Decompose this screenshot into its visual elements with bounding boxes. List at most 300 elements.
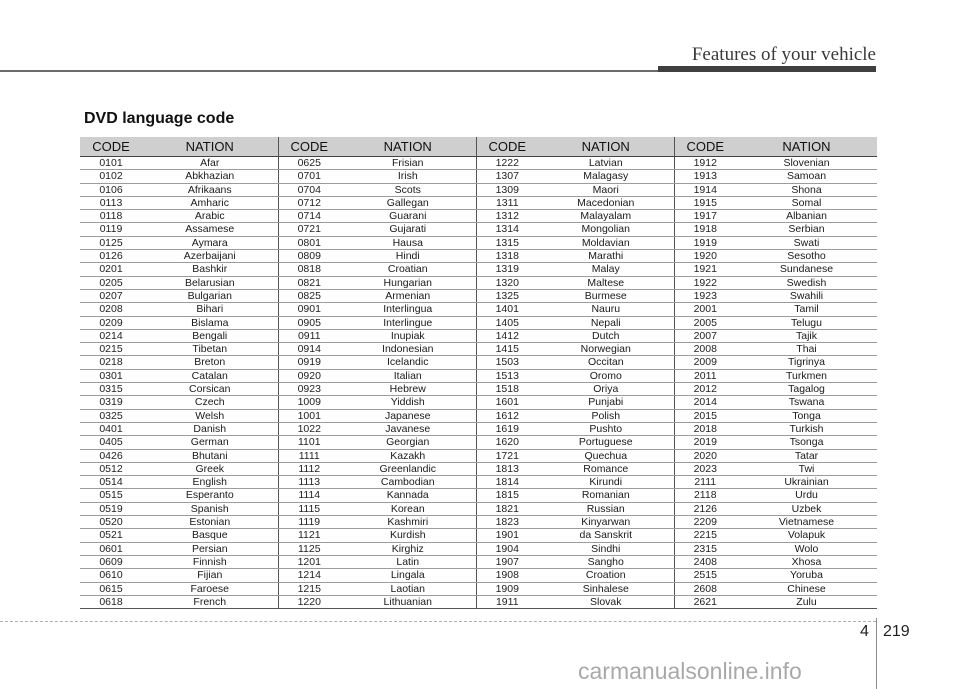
language-code-cell: 1913	[674, 170, 736, 183]
language-name-cell: Interlingua	[340, 303, 476, 316]
language-name-cell: Malagasy	[538, 170, 674, 183]
language-name-cell: Romanian	[538, 489, 674, 502]
language-code-cell: 2111	[674, 476, 736, 489]
language-name-cell: Fijian	[142, 569, 278, 582]
language-code-cell: 0721	[278, 223, 340, 236]
language-code-cell: 1915	[674, 196, 736, 209]
language-name-cell: Nauru	[538, 303, 674, 316]
table-row	[80, 289, 877, 302]
language-name-cell: Twi	[736, 462, 877, 475]
language-name-cell: Macedonian	[538, 196, 674, 209]
language-code-cell: 1315	[476, 236, 538, 249]
language-code-table	[80, 137, 877, 609]
language-name-cell: Tonga	[736, 409, 877, 422]
language-code-cell: 0301	[80, 369, 142, 382]
language-code-cell: 2023	[674, 462, 736, 475]
language-code-cell: 2515	[674, 569, 736, 582]
language-name-cell: Breton	[142, 356, 278, 369]
language-code-cell: 1401	[476, 303, 538, 316]
language-code-cell: 1121	[278, 529, 340, 542]
table-row	[80, 569, 877, 582]
language-code-cell: 1318	[476, 250, 538, 263]
language-name-cell: Armenian	[340, 289, 476, 302]
table-row	[80, 502, 877, 515]
language-name-cell: Serbian	[736, 223, 877, 236]
language-name-cell: Afrikaans	[142, 183, 278, 196]
language-name-cell: Wolo	[736, 542, 877, 555]
language-code-cell: 1405	[476, 316, 538, 329]
language-code-cell: 2009	[674, 356, 736, 369]
language-code-cell: 0610	[80, 569, 142, 582]
language-code-cell: 1601	[476, 396, 538, 409]
language-name-cell: Turkmen	[736, 369, 877, 382]
language-code-cell: 0625	[278, 157, 340, 170]
table-row	[80, 356, 877, 369]
language-name-cell: Corsican	[142, 383, 278, 396]
language-name-cell: Arabic	[142, 210, 278, 223]
language-name-cell: Japanese	[340, 409, 476, 422]
language-name-cell: Faroese	[142, 582, 278, 595]
language-name-cell: Maltese	[538, 276, 674, 289]
language-name-cell: Pushto	[538, 422, 674, 435]
language-name-cell: Samoan	[736, 170, 877, 183]
language-name-cell: Tatar	[736, 449, 877, 462]
language-name-cell: Javanese	[340, 422, 476, 435]
language-code-cell: 0119	[80, 223, 142, 236]
language-name-cell: Basque	[142, 529, 278, 542]
language-code-cell: 1823	[476, 516, 538, 529]
language-code-cell: 2015	[674, 409, 736, 422]
language-code-cell: 0102	[80, 170, 142, 183]
language-name-cell: Burmese	[538, 289, 674, 302]
language-name-cell: Latvian	[538, 157, 674, 170]
language-name-cell: Marathi	[538, 250, 674, 263]
language-code-cell: 1115	[278, 502, 340, 515]
language-code-cell: 1813	[476, 462, 538, 475]
language-name-cell: Scots	[340, 183, 476, 196]
language-code-cell: 2209	[674, 516, 736, 529]
language-name-cell: Portuguese	[538, 436, 674, 449]
language-name-cell: Tagalog	[736, 383, 877, 396]
language-code-cell: 0818	[278, 263, 340, 276]
language-code-cell: 1911	[476, 595, 538, 608]
language-code-cell: 0701	[278, 170, 340, 183]
language-name-cell: Indonesian	[340, 343, 476, 356]
language-code-cell: 0125	[80, 236, 142, 249]
language-name-cell: Hindi	[340, 250, 476, 263]
language-name-cell: Maori	[538, 183, 674, 196]
language-code-cell: 1721	[476, 449, 538, 462]
language-name-cell: Lithuanian	[340, 595, 476, 608]
language-code-cell: 0101	[80, 157, 142, 170]
language-code-cell: 0609	[80, 555, 142, 568]
language-name-cell: Belarusian	[142, 276, 278, 289]
language-name-cell: Croation	[538, 569, 674, 582]
language-name-cell: Thai	[736, 343, 877, 356]
language-code-cell: 1022	[278, 422, 340, 435]
language-code-cell: 0519	[80, 502, 142, 515]
column-header-nation: NATION	[142, 137, 278, 157]
language-code-cell: 0901	[278, 303, 340, 316]
language-name-cell: Afar	[142, 157, 278, 170]
language-name-cell: Irish	[340, 170, 476, 183]
section-title: DVD language code	[84, 110, 235, 127]
language-name-cell: Greek	[142, 462, 278, 475]
language-name-cell: Xhosa	[736, 555, 877, 568]
language-name-cell: Romance	[538, 462, 674, 475]
language-name-cell: Tsonga	[736, 436, 877, 449]
language-code-cell: 2608	[674, 582, 736, 595]
language-code-cell: 2020	[674, 449, 736, 462]
chapter-number: 4	[860, 623, 869, 640]
language-code-cell: 0601	[80, 542, 142, 555]
table-row	[80, 462, 877, 475]
language-name-cell: Inupiak	[340, 329, 476, 342]
language-code-cell: 0923	[278, 383, 340, 396]
language-code-cell: 1908	[476, 569, 538, 582]
language-code-cell: 0319	[80, 396, 142, 409]
language-name-cell: Bashkir	[142, 263, 278, 276]
language-name-cell: Frisian	[340, 157, 476, 170]
language-code-cell: 1307	[476, 170, 538, 183]
language-name-cell: Punjabi	[538, 396, 674, 409]
table-row	[80, 236, 877, 249]
language-name-cell: Kurdish	[340, 529, 476, 542]
language-name-cell: Yiddish	[340, 396, 476, 409]
language-code-cell: 0704	[278, 183, 340, 196]
language-code-cell: 0207	[80, 289, 142, 302]
language-name-cell: Georgian	[340, 436, 476, 449]
language-name-cell: Tswana	[736, 396, 877, 409]
page-separator	[876, 618, 877, 689]
language-name-cell: Oromo	[538, 369, 674, 382]
language-code-cell: 2118	[674, 489, 736, 502]
language-code-cell: 1923	[674, 289, 736, 302]
column-header-nation: NATION	[736, 137, 877, 157]
language-code-cell: 1904	[476, 542, 538, 555]
language-code-cell: 1620	[476, 436, 538, 449]
language-code-cell: 1919	[674, 236, 736, 249]
language-code-cell: 0615	[80, 582, 142, 595]
language-code-cell: 0113	[80, 196, 142, 209]
language-name-cell: Sinhalese	[538, 582, 674, 595]
language-name-cell: Kazakh	[340, 449, 476, 462]
language-name-cell: Tajik	[736, 329, 877, 342]
language-code-cell: 0821	[278, 276, 340, 289]
language-code-cell: 0106	[80, 183, 142, 196]
language-name-cell: Icelandic	[340, 356, 476, 369]
language-code-cell: 1814	[476, 476, 538, 489]
language-code-cell: 1918	[674, 223, 736, 236]
table-row	[80, 595, 877, 608]
language-code-cell: 0126	[80, 250, 142, 263]
table-row	[80, 170, 877, 183]
language-code-cell: 0218	[80, 356, 142, 369]
language-name-cell: Laotian	[340, 582, 476, 595]
language-name-cell: Malayalam	[538, 210, 674, 223]
language-name-cell: Kannada	[340, 489, 476, 502]
language-code-cell: 2014	[674, 396, 736, 409]
language-code-cell: 1214	[278, 569, 340, 582]
language-name-cell: Sindhi	[538, 542, 674, 555]
language-code-cell: 2019	[674, 436, 736, 449]
language-code-cell: 2621	[674, 595, 736, 608]
language-name-cell: Quechua	[538, 449, 674, 462]
language-code-cell: 1619	[476, 422, 538, 435]
language-code-cell: 2018	[674, 422, 736, 435]
table-row	[80, 582, 877, 595]
language-code-cell: 1125	[278, 542, 340, 555]
language-code-cell: 1101	[278, 436, 340, 449]
language-code-cell: 0515	[80, 489, 142, 502]
language-code-cell: 0514	[80, 476, 142, 489]
language-name-cell: Sundanese	[736, 263, 877, 276]
language-name-cell: Yoruba	[736, 569, 877, 582]
language-name-cell: Urdu	[736, 489, 877, 502]
table-header-row	[80, 137, 877, 157]
language-name-cell: Somal	[736, 196, 877, 209]
language-code-cell: 0520	[80, 516, 142, 529]
language-code-cell: 1412	[476, 329, 538, 342]
language-name-cell: Sangho	[538, 555, 674, 568]
table-row	[80, 529, 877, 542]
language-name-cell: Catalan	[142, 369, 278, 382]
language-code-cell: 0825	[278, 289, 340, 302]
table-row	[80, 329, 877, 342]
language-name-cell: Kirundi	[538, 476, 674, 489]
language-code-cell: 1320	[476, 276, 538, 289]
language-name-cell: Sesotho	[736, 250, 877, 263]
language-name-cell: German	[142, 436, 278, 449]
language-code-cell: 0801	[278, 236, 340, 249]
language-name-cell: Swati	[736, 236, 877, 249]
language-name-cell: Kashmiri	[340, 516, 476, 529]
language-code-cell: 0118	[80, 210, 142, 223]
language-name-cell: Vietnamese	[736, 516, 877, 529]
language-code-cell: 0208	[80, 303, 142, 316]
dashed-rule	[0, 621, 876, 622]
language-name-cell: Occitan	[538, 356, 674, 369]
language-code-cell: 1922	[674, 276, 736, 289]
table-row	[80, 555, 877, 568]
language-code-cell: 1001	[278, 409, 340, 422]
table-row	[80, 196, 877, 209]
language-name-cell: Chinese	[736, 582, 877, 595]
table-row	[80, 409, 877, 422]
language-name-cell: Swedish	[736, 276, 877, 289]
column-header-nation: NATION	[340, 137, 476, 157]
language-name-cell: Turkish	[736, 422, 877, 435]
language-code-cell: 1415	[476, 343, 538, 356]
language-name-cell: Hungarian	[340, 276, 476, 289]
language-name-cell: Tamil	[736, 303, 877, 316]
language-name-cell: Assamese	[142, 223, 278, 236]
language-name-cell: English	[142, 476, 278, 489]
language-code-cell: 1912	[674, 157, 736, 170]
language-name-cell: Estonian	[142, 516, 278, 529]
language-code-cell: 0315	[80, 383, 142, 396]
language-name-cell: Moldavian	[538, 236, 674, 249]
language-code-table-container	[80, 137, 877, 609]
language-name-cell: Bihari	[142, 303, 278, 316]
table-body	[80, 157, 877, 609]
language-name-cell: Uzbek	[736, 502, 877, 515]
language-code-cell: 0911	[278, 329, 340, 342]
language-code-cell: 0905	[278, 316, 340, 329]
column-header-nation: NATION	[538, 137, 674, 157]
language-code-cell: 1220	[278, 595, 340, 608]
language-name-cell: Bulgarian	[142, 289, 278, 302]
language-code-cell: 0209	[80, 316, 142, 329]
language-code-cell: 1314	[476, 223, 538, 236]
language-code-cell: 1815	[476, 489, 538, 502]
language-code-cell: 0401	[80, 422, 142, 435]
language-code-cell: 0426	[80, 449, 142, 462]
language-code-cell: 2001	[674, 303, 736, 316]
language-name-cell: Nepali	[538, 316, 674, 329]
language-name-cell: Gallegan	[340, 196, 476, 209]
language-code-cell: 0809	[278, 250, 340, 263]
table-row	[80, 422, 877, 435]
language-code-cell: 1309	[476, 183, 538, 196]
language-name-cell: Italian	[340, 369, 476, 382]
language-name-cell: Abkhazian	[142, 170, 278, 183]
language-code-cell: 1009	[278, 396, 340, 409]
page-number-value: 219	[883, 623, 910, 640]
language-name-cell: Hebrew	[340, 383, 476, 396]
language-code-cell: 1917	[674, 210, 736, 223]
table-row	[80, 343, 877, 356]
table-row	[80, 157, 877, 170]
language-code-cell: 0325	[80, 409, 142, 422]
language-code-cell: 0405	[80, 436, 142, 449]
table-row	[80, 489, 877, 502]
language-code-cell: 2005	[674, 316, 736, 329]
watermark: carmanualsonline.info	[578, 658, 802, 684]
language-name-cell: Slovak	[538, 595, 674, 608]
language-name-cell: Oriya	[538, 383, 674, 396]
language-code-cell: 1914	[674, 183, 736, 196]
language-name-cell: Greenlandic	[340, 462, 476, 475]
language-code-cell: 1222	[476, 157, 538, 170]
table-row	[80, 436, 877, 449]
language-name-cell: Croatian	[340, 263, 476, 276]
language-name-cell: Russian	[538, 502, 674, 515]
language-code-cell: 1901	[476, 529, 538, 542]
table-row	[80, 396, 877, 409]
language-name-cell: Azerbaijani	[142, 250, 278, 263]
language-name-cell: Telugu	[736, 316, 877, 329]
language-code-cell: 2315	[674, 542, 736, 555]
language-name-cell: Kinyarwan	[538, 516, 674, 529]
language-name-cell: Lingala	[340, 569, 476, 582]
language-name-cell: Norwegian	[538, 343, 674, 356]
language-name-cell: Kirghiz	[340, 542, 476, 555]
table-row	[80, 369, 877, 382]
language-name-cell: Gujarati	[340, 223, 476, 236]
language-code-cell: 2007	[674, 329, 736, 342]
language-name-cell: Bhutani	[142, 449, 278, 462]
language-code-cell: 1201	[278, 555, 340, 568]
language-code-cell: 0214	[80, 329, 142, 342]
language-code-cell: 1909	[476, 582, 538, 595]
header-title: Features of your vehicle	[691, 44, 876, 65]
column-header-code: CODE	[278, 137, 340, 157]
language-name-cell: Danish	[142, 422, 278, 435]
language-name-cell: Dutch	[538, 329, 674, 342]
language-code-cell: 2011	[674, 369, 736, 382]
language-code-cell: 1907	[476, 555, 538, 568]
language-code-cell: 2008	[674, 343, 736, 356]
language-code-cell: 0919	[278, 356, 340, 369]
language-name-cell: da Sanskrit	[538, 529, 674, 542]
language-code-cell: 1119	[278, 516, 340, 529]
language-name-cell: Albanian	[736, 210, 877, 223]
language-code-cell: 0920	[278, 369, 340, 382]
language-name-cell: Amharic	[142, 196, 278, 209]
column-header-code: CODE	[80, 137, 142, 157]
language-name-cell: Polish	[538, 409, 674, 422]
language-code-cell: 0521	[80, 529, 142, 542]
language-name-cell: French	[142, 595, 278, 608]
language-code-cell: 0618	[80, 595, 142, 608]
table-row	[80, 303, 877, 316]
table-row	[80, 383, 877, 396]
language-name-cell: Aymara	[142, 236, 278, 249]
language-code-cell: 1513	[476, 369, 538, 382]
language-name-cell: Finnish	[142, 555, 278, 568]
language-name-cell: Hausa	[340, 236, 476, 249]
language-name-cell: Malay	[538, 263, 674, 276]
language-name-cell: Tigrinya	[736, 356, 877, 369]
table-row	[80, 210, 877, 223]
language-code-cell: 1325	[476, 289, 538, 302]
language-name-cell: Latin	[340, 555, 476, 568]
table-row	[80, 542, 877, 555]
language-name-cell: Spanish	[142, 502, 278, 515]
language-name-cell: Guarani	[340, 210, 476, 223]
table-row	[80, 476, 877, 489]
language-name-cell: Korean	[340, 502, 476, 515]
language-code-cell: 1920	[674, 250, 736, 263]
language-name-cell: Czech	[142, 396, 278, 409]
table-row	[80, 516, 877, 529]
language-code-cell: 1112	[278, 462, 340, 475]
language-code-cell: 1612	[476, 409, 538, 422]
table-row	[80, 276, 877, 289]
table-row	[80, 250, 877, 263]
language-code-cell: 1312	[476, 210, 538, 223]
language-code-cell: 1319	[476, 263, 538, 276]
language-code-cell: 0512	[80, 462, 142, 475]
language-name-cell: Tibetan	[142, 343, 278, 356]
language-code-cell: 1503	[476, 356, 538, 369]
language-code-cell: 1113	[278, 476, 340, 489]
header-rule-accent	[658, 66, 876, 72]
language-name-cell: Bislama	[142, 316, 278, 329]
language-name-cell: Mongolian	[538, 223, 674, 236]
language-code-cell: 1114	[278, 489, 340, 502]
column-header-code: CODE	[674, 137, 736, 157]
language-code-cell: 2012	[674, 383, 736, 396]
language-code-cell: 1311	[476, 196, 538, 209]
language-name-cell: Ukrainian	[736, 476, 877, 489]
column-header-code: CODE	[476, 137, 538, 157]
language-name-cell: Slovenian	[736, 157, 877, 170]
language-code-cell: 1821	[476, 502, 538, 515]
language-name-cell: Bengali	[142, 329, 278, 342]
language-name-cell: Cambodian	[340, 476, 476, 489]
